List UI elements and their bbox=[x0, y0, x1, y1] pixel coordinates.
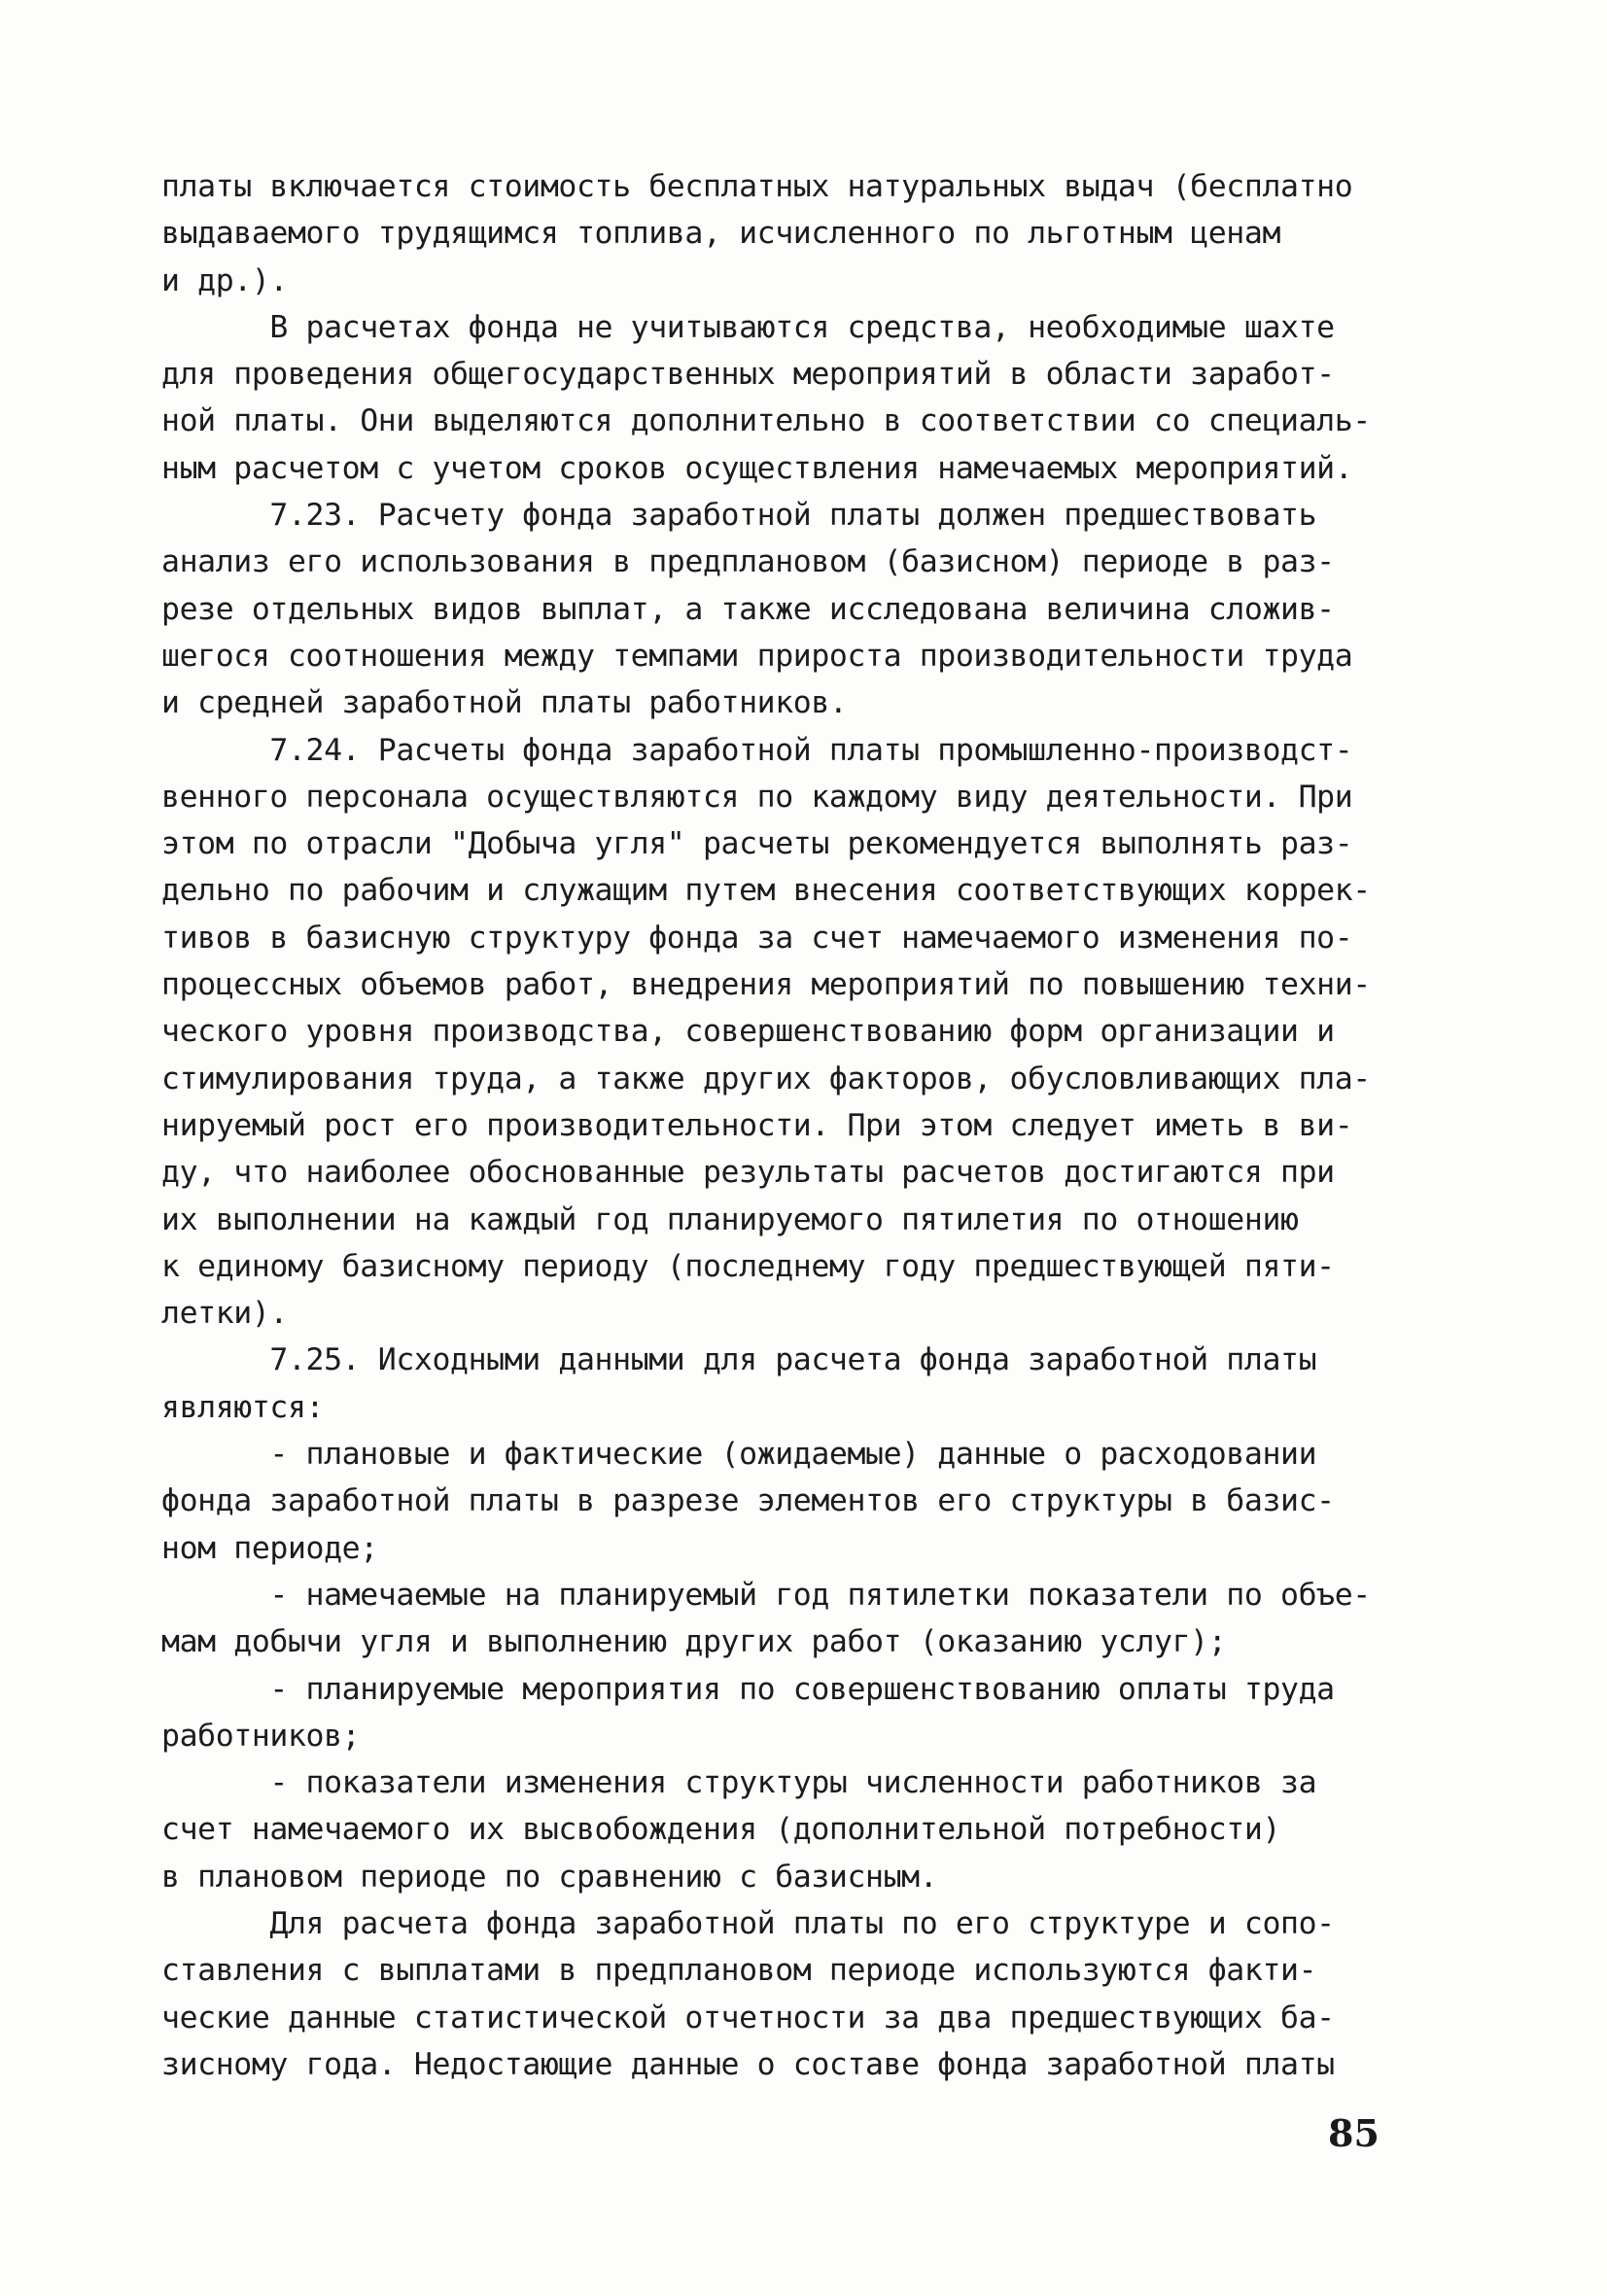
text-line: летки). bbox=[161, 1296, 288, 1332]
text-line: для проведения общегосударственных мероприятий в области заработ- bbox=[161, 357, 1335, 393]
text-line: резе отдельных видов выплат, а также исследована величина сложив- bbox=[161, 591, 1335, 627]
text-line: - планируемые мероприятия по совершенствованию оплаты труда bbox=[161, 1671, 1335, 1707]
text-line: ной платы. Они выделяются дополнительно в соответствии со специаль- bbox=[161, 403, 1371, 439]
page-number: 85 bbox=[1328, 2111, 1380, 2155]
text-line: к единому базисному периоду (последнему году предшествующей пяти- bbox=[161, 1248, 1335, 1284]
text-line: - показатели изменения структуры численности работников за bbox=[161, 1765, 1317, 1801]
text-line: - намечаемые на планируемый год пятилетки показатели по объе- bbox=[161, 1577, 1371, 1613]
text-line: ном периоде; bbox=[161, 1530, 378, 1566]
text-line: их выполнении на каждый год планируемого пятилетия по отношению bbox=[161, 1201, 1299, 1237]
text-line: являются: bbox=[161, 1389, 325, 1425]
text-line: выдаваемого трудящимся топлива, исчисленного по льготным ценам bbox=[161, 216, 1281, 252]
text-line: зисному года. Недостающие данные о составе фонда заработной платы bbox=[161, 2046, 1335, 2082]
text-line: В расчетах фонда не учитываются средства, необходимые шахте bbox=[161, 309, 1335, 345]
text-line: этом по отрасли "Добыча угля" расчеты рекомендуется выполнять раз- bbox=[161, 826, 1353, 862]
text-line: 7.25. Исходными данными для расчета фонда заработной платы bbox=[161, 1342, 1317, 1378]
text-line: 7.23. Расчету фонда заработной платы должен предшествовать bbox=[161, 498, 1317, 534]
text-line: работников; bbox=[161, 1718, 361, 1754]
text-line: стимулирования труда, а также других факторов, обусловливающих пла- bbox=[161, 1061, 1371, 1096]
text-line: анализ его использования в предплановом (базисном) периоде в раз- bbox=[161, 544, 1335, 580]
text-line: 7.24. Расчеты фонда заработной платы промышленно-производст- bbox=[161, 732, 1353, 768]
text-line: мам добычи угля и выполнению других работ (оказанию услуг); bbox=[161, 1624, 1227, 1660]
text-line: фонда заработной платы в разрезе элементов его структуры в базис- bbox=[161, 1483, 1335, 1519]
text-line: платы включается стоимость бесплатных натуральных выдач (бесплатно bbox=[161, 169, 1353, 204]
text-line: и др.). bbox=[161, 262, 288, 298]
text-line: ставления с выплатами в предплановом периоде используются факти- bbox=[161, 1953, 1317, 1989]
text-line: и средней заработной платы работников. bbox=[161, 685, 848, 721]
body-text bbox=[161, 163, 1454, 2088]
text-line: ду, что наиболее обоснованные результаты расчетов достигаются при bbox=[161, 1155, 1335, 1191]
text-line: процессных объемов работ, внедрения мероприятий по повышению техни- bbox=[161, 967, 1371, 1003]
text-line: ческого уровня производства, совершенствованию форм организации и bbox=[161, 1014, 1335, 1050]
text-line: в плановом периоде по сравнению с базисным. bbox=[161, 1859, 938, 1895]
text-line: венного персонала осуществляются по каждому виду деятельности. При bbox=[161, 779, 1353, 815]
text-line: тивов в базисную структуру фонда за счет намечаемого изменения по- bbox=[161, 920, 1353, 956]
text-line: дельно по рабочим и служащим путем внесения соответствующих коррек- bbox=[161, 873, 1371, 909]
text-line: шегося соотношения между темпами прироста производительности труда bbox=[161, 638, 1353, 674]
text-line: нируемый рост его производительности. При этом следует иметь в ви- bbox=[161, 1107, 1353, 1143]
text-line: счет намечаемого их высвобождения (дополнительной потребности) bbox=[161, 1812, 1281, 1848]
text-line: - плановые и фактические (ожидаемые) данные о расходовании bbox=[161, 1437, 1317, 1473]
text-line: ным расчетом с учетом сроков осуществления намечаемых мероприятий. bbox=[161, 450, 1353, 486]
text-line: ческие данные статистической отчетности за два предшествующих ба- bbox=[161, 2000, 1335, 2035]
text-line: Для расчета фонда заработной платы по его структуре и сопо- bbox=[161, 1905, 1335, 1941]
